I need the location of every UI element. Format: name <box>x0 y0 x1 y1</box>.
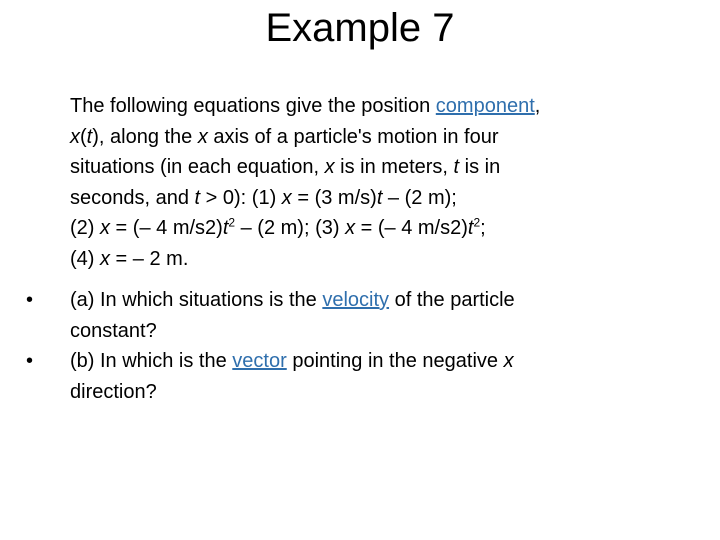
bullet-a-line-2: constant? <box>70 319 157 342</box>
intro-paragraph <box>70 91 680 274</box>
intro-line-4: seconds, and t > 0): (1) x = (3 m/s)t – (2 m); <box>70 186 457 209</box>
bullet-a-line-1: (a) In which situations is the velocity of the particle <box>70 289 515 311</box>
intro-line-6: (4) x = – 2 m. <box>70 247 189 270</box>
bullet-item-b <box>26 346 680 407</box>
bullet-icon: • <box>26 350 34 372</box>
component-link[interactable]: component <box>435 95 535 117</box>
vector-link[interactable]: vector <box>232 350 287 372</box>
intro-line-5: (2) x = (– 4 $m/s2)t^2 - (2$ m); (3) x = (– 4 $m/s2)t^2$; <box>70 215 486 239</box>
intro-line-1: The following equations give the position component, <box>70 95 541 117</box>
velocity-link[interactable]: velocity <box>322 289 390 311</box>
bullet-b-line-2: direction? <box>70 380 157 403</box>
intro-line-2: x(t), along the x axis of a particle's motion in four <box>70 125 499 148</box>
bullet-item-a <box>26 285 680 346</box>
bullet-icon: • <box>26 289 34 311</box>
slide-title: Example 7 <box>265 6 455 50</box>
intro-line-3: situations (in each equation, x is in meters, t is in <box>70 156 501 178</box>
bullet-b-line-1: (b) In which is the vector pointing in the negative x <box>70 350 514 372</box>
